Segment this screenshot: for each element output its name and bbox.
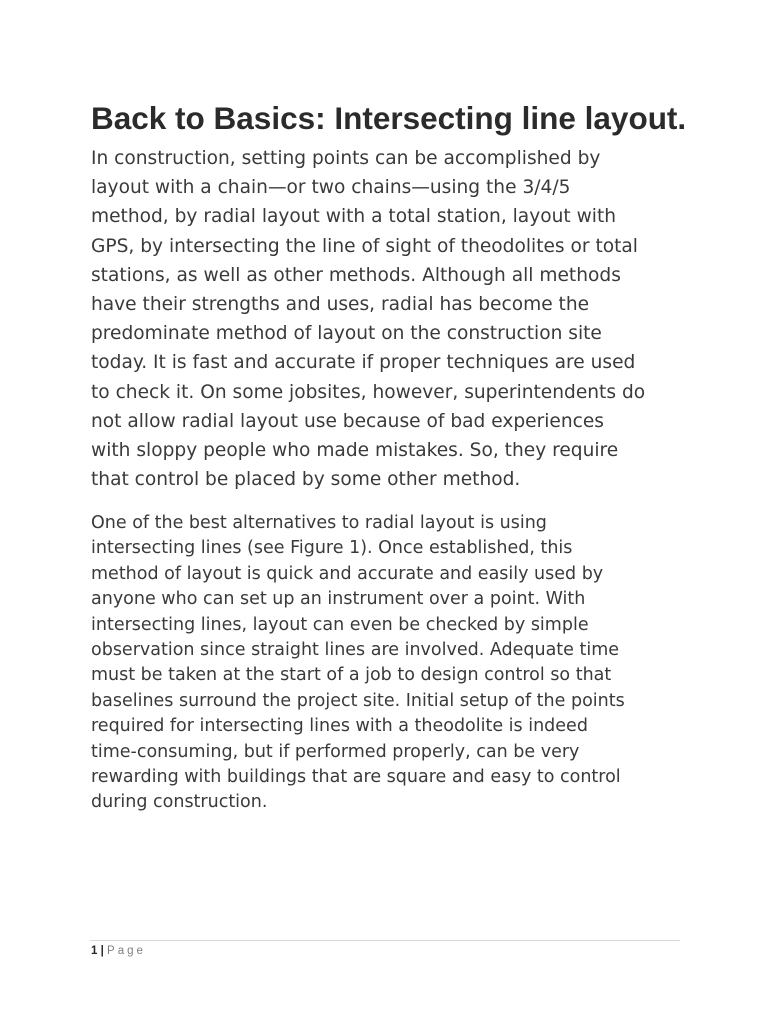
paragraph-line: GPS, by intersecting the line of sight of theodolites or total: [91, 235, 638, 257]
paragraph-line: stations, as well as other methods. Although all methods: [91, 264, 621, 286]
paragraph-line: predominate method of layout on the construction site: [91, 323, 602, 345]
paragraph-line: One of the best alternatives to radial layout is using: [91, 513, 547, 533]
paragraph-line: observation since straight lines are involved. Adequate time: [91, 640, 620, 661]
page-number: 1: [91, 945, 98, 957]
paragraph-line: layout with a chain—or two chains—using the 3/4/5: [91, 177, 571, 199]
paragraph-line: to check it. On some jobsites, however, superintendents do: [91, 381, 646, 403]
paragraph-line: method of layout is quick and accurate and easily used by: [91, 563, 604, 584]
footer-separator: |: [100, 945, 104, 957]
paragraph-line: not allow radial layout use because of bad experiences: [91, 410, 604, 432]
paragraph-line: during construction.: [91, 792, 268, 813]
paragraph-line: anyone who can set up an instrument over a point. With: [91, 589, 586, 610]
paragraph-line: rewarding with buildings that are square and easy to control: [91, 767, 621, 788]
paragraph-line: intersecting lines (see Figure 1). Once established, this: [91, 538, 573, 559]
paragraph-2: [91, 511, 691, 816]
paragraph-line: have their strengths and uses, radial has become the: [91, 294, 590, 316]
paragraph-line: that control be placed by some other method.: [91, 469, 521, 491]
paragraph-line: In construction, setting points can be accomplished by: [91, 148, 601, 169]
paragraph-line: intersecting lines, layout can even be checked by simple: [91, 614, 589, 635]
paragraph-1: [91, 144, 691, 494]
paragraph-line: baselines surround the project site. Initial setup of the points: [91, 690, 625, 711]
paragraph-line: method, by radial layout with a total station, layout with: [91, 206, 617, 228]
footer-divider: [90, 940, 680, 941]
page-label: Page: [107, 945, 146, 957]
page-footer: [91, 943, 146, 959]
paragraph-line: required for intersecting lines with a theodolite is indeed: [91, 716, 588, 737]
paragraph-line: today. It is fast and accurate if proper techniques are used: [91, 352, 636, 374]
paragraph-line: with sloppy people who made mistakes. So, they require: [91, 440, 619, 462]
paragraph-line: must be taken at the start of a job to design control so that: [91, 665, 612, 686]
document-title: Back to Basics: Intersecting line layout.: [91, 100, 687, 136]
paragraph-line: time-consuming, but if performed properly, can be very: [91, 741, 580, 762]
